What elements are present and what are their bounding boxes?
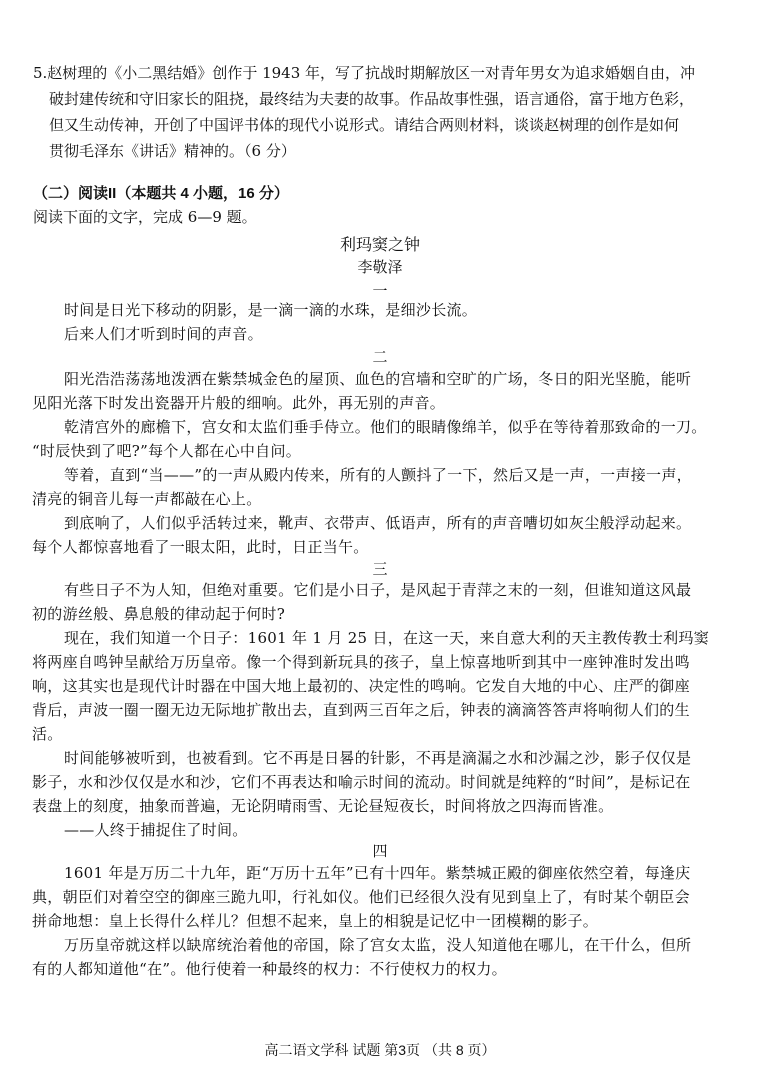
paragraph: ——人终于捕捉住了时间。 xyxy=(64,821,248,839)
paragraph-continuation: 见阳光落下时发出瓷器开片般的细响。此外，再无别的声音。 xyxy=(32,394,446,412)
paragraph: 1601 年是万历二十九年，距“万历十五年”已有十四年。紫禁城正殿的御座依然空着，每逢庆 xyxy=(64,864,691,882)
paragraph-continuation: 活。 xyxy=(32,725,63,743)
paragraph: 时间是日光下移动的阴影，是一滴一滴的水珠，是细沙长流。 xyxy=(64,301,478,319)
paragraph-continuation: 每个人都惊喜地看了一眼太阳，此时，日正当午。 xyxy=(32,538,369,556)
part-number: 二 xyxy=(372,348,388,366)
paragraph-continuation: “时辰快到了吧?”每个人都在心中自问。 xyxy=(32,442,302,460)
part-number: 三 xyxy=(372,560,388,578)
section-instruction: 阅读下面的文字，完成 6—9 题。 xyxy=(33,208,257,226)
question-5-line: 破封建传统和守旧家长的阻挠，最终结为夫妻的故事。作品故事性强，语言通俗，富于地方色彩， xyxy=(49,90,695,108)
paragraph: 后来人们才听到时间的声音。 xyxy=(64,325,263,343)
part-3-body xyxy=(32,578,724,842)
paragraph: 万历皇帝就这样以缺席统治着他的帝国，除了宫女太监，没人知道他在哪儿，在干什么，但所 xyxy=(64,936,692,954)
paragraph-continuation: 将两座自鸣钟呈献给万历皇帝。像一个得到新玩具的孩子，皇上惊喜地听到其中一座钟准时发出鸣 xyxy=(32,653,690,671)
article-title: 利玛窦之钟 xyxy=(339,235,420,254)
paragraph: 到底响了，人们似乎活转过来，靴声、衣带声、低语声，所有的声音嘈切如灰尘般浮动起来。 xyxy=(64,514,692,532)
section-heading: （二）阅读II（本题共 4 小题，16 分） xyxy=(33,185,289,202)
paragraph-continuation: 初的游丝般、鼻息般的律动起于何时? xyxy=(32,605,286,623)
paragraph: 时间能够被听到，也被看到。它不再是日晷的针影，不再是滴漏之水和沙漏之沙，影子仅仅是 xyxy=(64,749,692,767)
question-5-line: 但又生动传神，开创了中国评书体的现代小说形式。请结合两则材料，谈谈赵树理的创作是如何 xyxy=(49,116,680,134)
paragraph-continuation: 有的人都知道他“在”。他行使着一种最终的权力：不行使权力的权力。 xyxy=(32,960,507,978)
paragraph: 阳光浩浩荡荡地泼洒在紫禁城金色的屋顶、血色的宫墙和空旷的广场，冬日的阳光坚脆，能听 xyxy=(64,370,692,388)
page-footer: 高二语文学科 试题 第3页 （共 8 页） xyxy=(264,1042,496,1058)
paragraph: 乾清宫外的廊檐下，宫女和太监们垂手侍立。他们的眼睛像绵羊，似乎在等待着那致命的一刀。 xyxy=(64,418,707,436)
part-2-body xyxy=(32,367,724,559)
paragraph: 等着，直到“当——”的一声从殿内传来，所有的人颤抖了一下，然后又是一声，一声接一声， xyxy=(64,466,692,484)
paragraph-continuation: 表盘上的刻度，抽象而普遍，无论阴晴雨雪、无论昼短夜长，时间将放之四海而皆准。 xyxy=(32,797,614,815)
part-4-body xyxy=(32,861,724,981)
article-author: 李敬泽 xyxy=(357,258,403,276)
question-5 xyxy=(33,60,723,164)
paragraph-continuation: 响，这其实也是现代计时器在中国大地上最初的、决定性的鸣响。它发自大地的中心、庄严的御座 xyxy=(32,677,690,695)
paragraph-continuation: 影子，水和沙仅仅是水和沙，它们不再表达和喻示时间的流动。时间就是纯粹的“时间”，是标记在 xyxy=(32,773,691,791)
paragraph-continuation: 背后，声波一圈一圈无边无际地扩散出去，直到两三百年之后，钟表的滴滴答答声将响彻人们的生 xyxy=(32,701,690,719)
paragraph-continuation: 清亮的铜音儿每一声都敲在心上。 xyxy=(32,490,262,508)
paragraph: 现在，我们知道一个日子：1601 年 1 月 25 日，在这一天，来自意大利的天主教传教士利玛窦 xyxy=(64,629,710,647)
paragraph-continuation: 拼命地想：皇上长得什么样儿？但想不起来，皇上的相貌是记忆中一团模糊的影子。 xyxy=(32,912,599,930)
paragraph: 有些日子不为人知，但绝对重要。它们是小日子，是风起于青萍之末的一刻，但谁知道这风最 xyxy=(64,581,692,599)
part-number: 一 xyxy=(372,282,388,300)
part-number: 四 xyxy=(372,842,388,860)
question-5-line: 贯彻毛泽东《讲话》精神的。（6 分） xyxy=(49,142,296,160)
question-5-line: 5.赵树理的《小二黑结婚》创作于 1943 年，写了抗战时期解放区一对青年男女为追求婚姻自由，冲 xyxy=(33,64,696,82)
part-1-body xyxy=(48,298,724,346)
paragraph-continuation: 典，朝臣们对着空空的御座三跪九叩，行礼如仪。他们已经很久没有见到皇上了，有时某个朝臣会 xyxy=(32,888,690,906)
